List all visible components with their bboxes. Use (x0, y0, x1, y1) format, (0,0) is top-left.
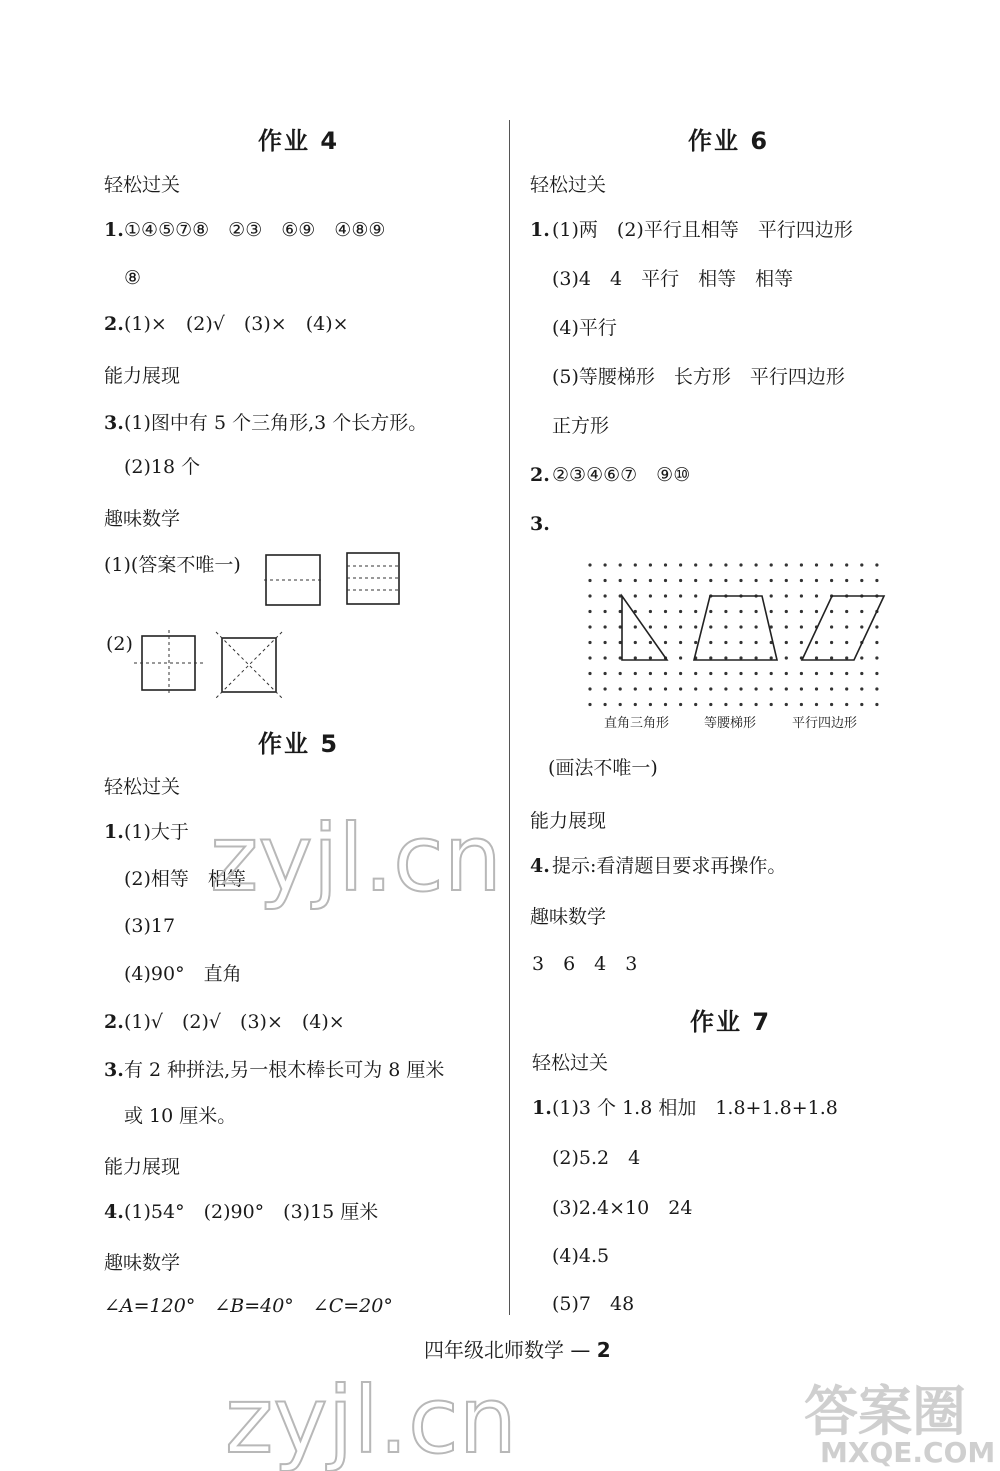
grid-dot (739, 610, 742, 613)
grid-dot (724, 641, 727, 644)
grid-dot (785, 563, 788, 566)
dot-grid-dots (588, 563, 878, 706)
isosceles-trapezoid-shape (694, 596, 777, 660)
hw5-q1-b: (2)相等 相等 (124, 868, 246, 890)
grid-dot (619, 687, 622, 690)
hw5-section-fun: 趣味数学 (104, 1252, 181, 1274)
hw6-q3-caption-trapezoid: 等腰梯形 (704, 716, 757, 731)
grid-dot (739, 563, 742, 566)
grid-dot (724, 625, 727, 628)
hw5-q3-line1: 有 2 种拼法,另一根木棒长可为 8 厘米 (124, 1059, 445, 1081)
hw6-q1-a: (1)两 (2)平行且相等 平行四边形 (552, 219, 853, 241)
grid-dot (800, 625, 803, 628)
grid-dot (770, 672, 773, 675)
grid-dot (604, 641, 607, 644)
hw4-q2-number: 2. (104, 313, 124, 335)
grid-dot (815, 687, 818, 690)
hw5-q4-number: 4. (104, 1201, 124, 1223)
grid-dot (815, 641, 818, 644)
hw7-q1-b: (2)5.2 4 (552, 1147, 641, 1169)
grid-dot (845, 625, 848, 628)
grid-dot (649, 625, 652, 628)
page-number: 2 (596, 1338, 611, 1362)
watermark-corner-url: MXQE.COM (820, 1436, 996, 1469)
grid-dot (800, 687, 803, 690)
hw6-q2-answers: ②③④⑥⑦ ⑨⑩ (552, 464, 691, 486)
grid-dot (785, 625, 788, 628)
hw6-section-fun: 趣味数学 (530, 906, 607, 928)
grid-dot (679, 594, 682, 597)
grid-dot (724, 656, 727, 659)
grid-dot (649, 641, 652, 644)
grid-dot (664, 672, 667, 675)
grid-dot (860, 610, 863, 613)
grid-dot (755, 672, 758, 675)
grid-dot (588, 594, 591, 597)
grid-dot (860, 656, 863, 659)
hw4-q1-number: 1. (104, 219, 124, 241)
grid-dot (619, 579, 622, 582)
grid-dot (588, 656, 591, 659)
grid-dot (860, 563, 863, 566)
grid-dot (770, 579, 773, 582)
grid-dot (845, 687, 848, 690)
hw7-q1-d: (4)4.5 (552, 1245, 610, 1267)
grid-dot (724, 610, 727, 613)
grid-dot (815, 610, 818, 613)
grid-dot (860, 579, 863, 582)
hw6-q3-dot-grid-figure (580, 558, 890, 708)
grid-dot (604, 563, 607, 566)
hw6-section-easy: 轻松过关 (530, 174, 607, 196)
grid-dot (875, 672, 878, 675)
grid-dot (679, 703, 682, 706)
grid-dot (664, 687, 667, 690)
grid-dot (649, 672, 652, 675)
grid-dot (845, 703, 848, 706)
grid-dot (800, 563, 803, 566)
grid-dot (694, 641, 697, 644)
grid-dot (664, 641, 667, 644)
grid-dot (604, 610, 607, 613)
hw6-q1-number: 1. (530, 219, 550, 241)
grid-dot (604, 703, 607, 706)
grid-dot (770, 563, 773, 566)
grid-dot (875, 687, 878, 690)
hw4-q3-number: 3. (104, 412, 124, 434)
grid-dot (649, 579, 652, 582)
grid-dot (634, 703, 637, 706)
grid-dot (679, 641, 682, 644)
grid-dot (815, 703, 818, 706)
grid-dot (694, 703, 697, 706)
grid-dot (724, 672, 727, 675)
hw5-q4-answers: (1)54° (2)90° (3)15 厘米 (124, 1201, 379, 1223)
hw4-fun-1-square-a-figure (264, 554, 324, 606)
hw4-title: 作业 4 (258, 127, 340, 155)
grid-dot (694, 594, 697, 597)
hw5-q1-c: (3)17 (124, 915, 176, 937)
grid-dot (649, 594, 652, 597)
grid-dot (875, 656, 878, 659)
grid-dot (815, 672, 818, 675)
parallelogram-shape (802, 596, 884, 660)
grid-dot (860, 687, 863, 690)
grid-dot (785, 703, 788, 706)
grid-dot (604, 579, 607, 582)
grid-dot (845, 579, 848, 582)
hw4-q3-line2: (2)18 个 (124, 456, 201, 478)
grid-dot (845, 656, 848, 659)
hw5-fun-angles: ∠A=120° ∠B=40° ∠C=20° (104, 1295, 393, 1317)
grid-dot (830, 579, 833, 582)
grid-dot (634, 656, 637, 659)
hw5-section-easy: 轻松过关 (104, 776, 181, 798)
hw7-q1-e: (5)7 48 (552, 1293, 635, 1315)
page-footer (424, 1334, 611, 1363)
grid-dot (649, 563, 652, 566)
grid-dot (860, 703, 863, 706)
grid-dot (664, 610, 667, 613)
grid-dot (875, 703, 878, 706)
grid-dot (679, 563, 682, 566)
grid-dot (755, 610, 758, 613)
grid-dot (679, 656, 682, 659)
grid-dot (679, 672, 682, 675)
grid-dot (679, 625, 682, 628)
hw4-q3-line1: (1)图中有 5 个三角形,3 个长方形。 (124, 412, 428, 434)
grid-dot (694, 610, 697, 613)
hw5-q3-line2: 或 10 厘米。 (124, 1105, 237, 1127)
grid-dot (588, 703, 591, 706)
grid-dot (604, 672, 607, 675)
grid-dot (664, 579, 667, 582)
grid-dot (739, 672, 742, 675)
grid-dot (845, 672, 848, 675)
grid-dot (815, 656, 818, 659)
hw5-q3-number: 3. (104, 1059, 124, 1081)
grid-dot (709, 656, 712, 659)
grid-dot (619, 703, 622, 706)
grid-dot (785, 610, 788, 613)
grid-dot (770, 656, 773, 659)
grid-dot (724, 563, 727, 566)
hw4-fun-1-label: (1)(答案不唯一) (104, 554, 241, 576)
grid-dot (724, 703, 727, 706)
grid-dot (679, 610, 682, 613)
grid-dot (634, 687, 637, 690)
grid-dot (664, 563, 667, 566)
hw7-section-easy: 轻松过关 (532, 1052, 609, 1074)
grid-dot (739, 703, 742, 706)
grid-dot (588, 579, 591, 582)
watermark-bottom (225, 1360, 525, 1470)
grid-dot (770, 703, 773, 706)
grid-dot (830, 625, 833, 628)
grid-dot (649, 610, 652, 613)
hw6-fun-answers: 3 6 4 3 (532, 953, 638, 975)
grid-dot (755, 625, 758, 628)
grid-dot (845, 610, 848, 613)
grid-dot (800, 610, 803, 613)
grid-dot (709, 641, 712, 644)
grid-dot (709, 579, 712, 582)
hw4-fun-2-label: (2) (106, 633, 133, 655)
grid-dot (815, 594, 818, 597)
hw5-q1-number: 1. (104, 821, 124, 843)
grid-dot (694, 672, 697, 675)
hw6-q1-e: 正方形 (552, 415, 610, 437)
grid-dot (664, 703, 667, 706)
grid-dot (588, 641, 591, 644)
grid-dot (875, 579, 878, 582)
grid-dot (800, 594, 803, 597)
hw6-q3-caption-right-triangle: 直角三角形 (604, 716, 670, 731)
hw4-section-ability: 能力展现 (104, 365, 181, 387)
grid-dot (815, 563, 818, 566)
right-triangle-shape (622, 596, 667, 660)
watermark-corner (800, 1372, 996, 1468)
hw4-q1-line1: ①④⑤⑦⑧ ②③ ⑥⑨ ④⑧⑨ (124, 219, 386, 241)
grid-dot (709, 672, 712, 675)
grid-dot (588, 672, 591, 675)
grid-dot (785, 579, 788, 582)
grid-dot (739, 687, 742, 690)
hw5-q2-answers: (1)√ (2)√ (3)× (4)× (124, 1011, 345, 1033)
grid-dot (830, 610, 833, 613)
hw7-title: 作业 7 (690, 1008, 772, 1036)
grid-dot (860, 672, 863, 675)
watermark-mid-text: zyjl.cn (210, 805, 502, 912)
grid-dot (830, 687, 833, 690)
grid-dot (800, 641, 803, 644)
hw7-q1-number: 1. (532, 1097, 552, 1119)
grid-dot (755, 656, 758, 659)
grid-dot (664, 594, 667, 597)
grid-dot (800, 579, 803, 582)
grid-dot (634, 579, 637, 582)
grid-dot (588, 610, 591, 613)
grid-dot (785, 672, 788, 675)
grid-dot (830, 672, 833, 675)
grid-dot (785, 594, 788, 597)
hw5-title: 作业 5 (258, 730, 340, 758)
hw6-q4-hint: 提示:看清题目要求再操作。 (552, 855, 787, 877)
grid-dot (724, 687, 727, 690)
grid-dot (770, 687, 773, 690)
grid-dot (830, 656, 833, 659)
watermark-bottom-text: zyjl.cn (225, 1367, 517, 1471)
grid-dot (694, 579, 697, 582)
grid-dot (755, 579, 758, 582)
grid-dot (709, 625, 712, 628)
grid-dot (634, 672, 637, 675)
hw6-q2-number: 2. (530, 464, 550, 486)
hw5-q1-a: (1)大于 (124, 821, 189, 843)
hw6-q1-c: (4)平行 (552, 317, 617, 339)
grid-dot (845, 641, 848, 644)
hw4-fun-2-square-b-figure (214, 632, 284, 698)
grid-dot (619, 672, 622, 675)
hw4-q1-line2: ⑧ (124, 267, 142, 289)
grid-dot (739, 625, 742, 628)
grid-dot (604, 687, 607, 690)
grid-dot (604, 625, 607, 628)
hw5-q2-number: 2. (104, 1011, 124, 1033)
hw7-q1-a: (1)3 个 1.8 相加 1.8+1.8+1.8 (552, 1097, 838, 1119)
grid-dot (755, 641, 758, 644)
hw6-title: 作业 6 (688, 127, 770, 155)
grid-dot (709, 563, 712, 566)
grid-dot (709, 610, 712, 613)
grid-dot (770, 610, 773, 613)
grid-dot (800, 703, 803, 706)
watermark-mid (210, 800, 510, 910)
grid-dot (604, 656, 607, 659)
grid-dot (709, 703, 712, 706)
grid-dot (739, 579, 742, 582)
hw6-section-ability: 能力展现 (530, 810, 607, 832)
grid-dot (785, 687, 788, 690)
hw4-section-easy: 轻松过关 (104, 174, 181, 196)
grid-dot (634, 641, 637, 644)
grid-dot (619, 563, 622, 566)
grid-dot (770, 594, 773, 597)
grid-dot (634, 625, 637, 628)
grid-dot (875, 563, 878, 566)
hw6-q3-number: 3. (530, 513, 550, 535)
hw6-q1-d: (5)等腰梯形 长方形 平行四边形 (552, 366, 845, 388)
hw6-q3-caption-parallelogram: 平行四边形 (792, 716, 858, 731)
grid-dot (739, 656, 742, 659)
hw6-q3-note: (画法不唯一) (548, 757, 658, 779)
grid-dot (649, 656, 652, 659)
hw5-q1-d: (4)90° 直角 (124, 963, 242, 985)
hw5-section-ability: 能力展现 (104, 1156, 181, 1178)
grid-dot (830, 563, 833, 566)
grid-dot (664, 625, 667, 628)
hw4-section-fun: 趣味数学 (104, 508, 181, 530)
grid-dot (860, 625, 863, 628)
grid-dot (845, 563, 848, 566)
grid-dot (755, 687, 758, 690)
grid-dot (649, 687, 652, 690)
hw4-fun-2-square-a-figure (134, 630, 204, 696)
hw4-fun-1-square-b-figure (344, 552, 402, 606)
grid-dot (739, 641, 742, 644)
hw4-q2-answers: (1)× (2)√ (3)× (4)× (124, 313, 349, 335)
grid-dot (588, 625, 591, 628)
grid-dot (588, 563, 591, 566)
grid-dot (694, 687, 697, 690)
hw7-q1-c: (3)2.4×10 24 (552, 1197, 693, 1219)
grid-dot (709, 687, 712, 690)
grid-dot (785, 641, 788, 644)
grid-dot (830, 703, 833, 706)
column-divider (509, 120, 510, 1315)
hw6-q1-b: (3)4 4 平行 相等 相等 (552, 268, 794, 290)
grid-dot (755, 703, 758, 706)
grid-dot (875, 625, 878, 628)
grid-dot (875, 641, 878, 644)
footer-book-label: 四年级北师数学 — (424, 1338, 591, 1362)
grid-dot (679, 579, 682, 582)
grid-dot (694, 563, 697, 566)
grid-dot (604, 594, 607, 597)
hw6-q4-number: 4. (530, 855, 550, 877)
grid-dot (634, 594, 637, 597)
grid-dot (755, 563, 758, 566)
grid-dot (800, 672, 803, 675)
grid-dot (815, 579, 818, 582)
grid-dot (830, 641, 833, 644)
grid-dot (588, 687, 591, 690)
watermark-corner-logo: 答案圈 (804, 1380, 966, 1443)
grid-dot (679, 687, 682, 690)
grid-dot (649, 703, 652, 706)
grid-dot (694, 625, 697, 628)
grid-dot (724, 579, 727, 582)
grid-dot (785, 656, 788, 659)
grid-dot (634, 563, 637, 566)
